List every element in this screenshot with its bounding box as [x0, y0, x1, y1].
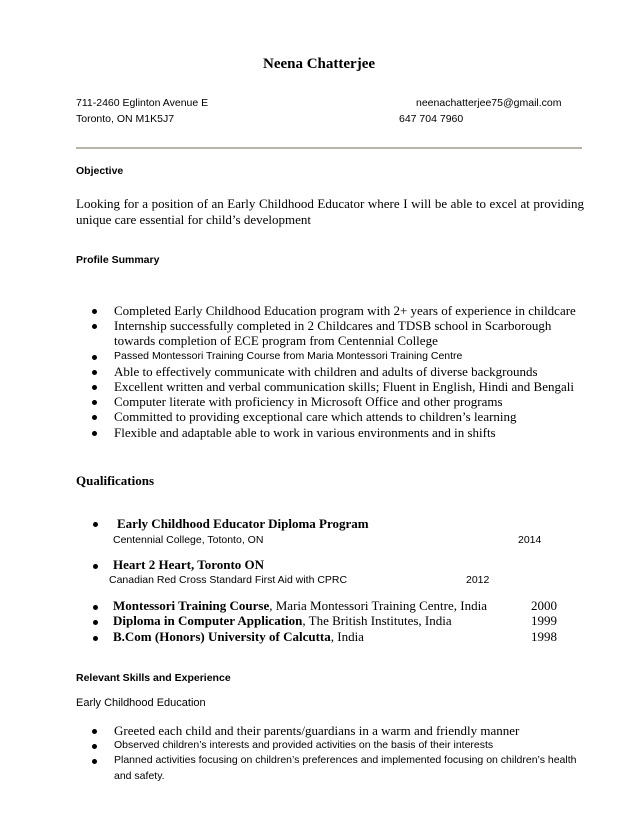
qualification-year: 2000: [531, 598, 557, 613]
qualification-year: 2014: [518, 534, 542, 546]
list-item: Internship successfully completed in 2 Childcares and TDSB school in Scarborough towards completion of ECE program from Centennial College: [90, 318, 590, 348]
profile-summary-list: [90, 303, 590, 440]
list-item: Committed to providing exceptional care which attends to children’s learning: [90, 409, 590, 424]
list-item: Observed children’s interests and provided activities on the basis of their interests: [90, 738, 590, 753]
objective-text: Looking for a position of an Early Childhood Educator where I will be able to excel at providing unique care essential for child’s development: [76, 196, 584, 227]
qualification-line: Montessori Training Course, Maria Montessori Training Centre, India: [113, 598, 487, 613]
qualification-year: 2012: [466, 574, 490, 586]
bullet-icon: [93, 564, 98, 569]
bullet-icon: [92, 744, 97, 749]
bullet-icon: [93, 620, 98, 625]
list-item: Computer literate with proficiency in Microsoft Office and other programs: [90, 394, 590, 409]
qualification-institution: Canadian Red Cross Standard First Aid with CPRC: [109, 574, 348, 586]
qualification-line: Diploma in Computer Application, The British Institutes, India: [113, 613, 452, 628]
bullet-icon: [92, 431, 97, 436]
qualification-institution: Centennial College, Totonto, ON: [113, 534, 264, 546]
profile-summary-heading: Profile Summary: [76, 254, 160, 266]
bullet-icon: [92, 309, 97, 314]
relevant-skills-heading: Relevant Skills and Experience: [76, 672, 231, 684]
bullet-icon: [92, 759, 97, 764]
list-item: Completed Early Childhood Education program with 2+ years of experience in childcare: [90, 303, 590, 318]
list-item: Able to effectively communicate with children and adults of diverse backgrounds: [90, 364, 590, 379]
list-item: Flexible and adaptable able to work in various environments and in shifts: [90, 425, 590, 440]
bullet-icon: [92, 729, 97, 734]
phone-number: 647 704 7960: [399, 113, 464, 125]
qualification-line: B.Com (Honors) University of Calcutta, India: [113, 629, 364, 644]
bullet-icon: [93, 636, 98, 641]
address-line-1: 711-2460 Eglinton Avenue E: [76, 97, 209, 109]
qualification-title: Heart 2 Heart, Toronto ON: [113, 557, 265, 572]
qualifications-heading: Qualifications: [76, 473, 155, 488]
header-divider: [76, 147, 582, 149]
resume-name: Neena Chatterjee: [262, 56, 376, 72]
bullet-icon: [92, 415, 97, 420]
bullet-icon: [93, 522, 98, 527]
bullet-icon: [92, 355, 97, 360]
bullet-icon: [92, 370, 97, 375]
list-item: Greeted each child and their parents/guardians in a warm and friendly manner: [90, 723, 590, 738]
bullet-icon: [93, 605, 98, 610]
qualification-year: 1999: [531, 613, 557, 628]
list-item: Planned activities focusing on children’s preferences and implemented focusing on children’s health and safety.: [90, 753, 590, 783]
qualification-title: Early Childhood Educator Diploma Program: [117, 516, 369, 531]
relevant-skills-list: [90, 723, 590, 784]
list-item: Passed Montessori Training Course from Maria Montessori Training Centre: [90, 349, 590, 364]
bullet-icon: [92, 324, 97, 329]
bullet-icon: [92, 400, 97, 405]
bullet-icon: [92, 385, 97, 390]
objective-heading: Objective: [76, 165, 124, 177]
email-address: neenachatterjee75@gmail.com: [416, 97, 562, 109]
address-line-2: Toronto, ON M1K5J7: [76, 113, 175, 125]
qualification-year: 1998: [531, 629, 557, 644]
list-item: Excellent written and verbal communication skills; Fluent in English, Hindi and Bengali: [90, 379, 590, 394]
relevant-skills-subheading: Early Childhood Education: [76, 697, 206, 709]
